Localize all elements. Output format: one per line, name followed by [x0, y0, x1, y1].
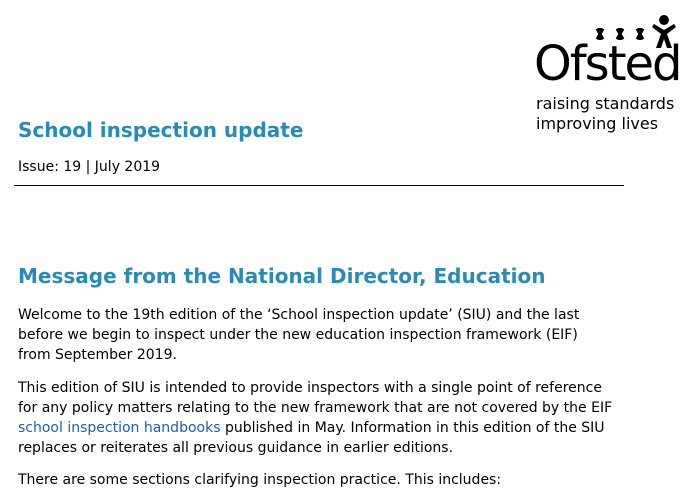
issue-info: Issue: 19 | July 2019 [18, 159, 161, 175]
paragraph-line: for any policy matters relating to the new framework that are not covered by the EIF [18, 400, 613, 416]
paragraph-line [18, 418, 612, 438]
paragraph-sections [18, 470, 501, 490]
paragraph-line: There are some sections clarifying inspection practice. This includes: [18, 472, 502, 488]
document-title: School inspection update [18, 118, 304, 142]
logo-tagline-2: improving lives [536, 114, 659, 133]
paragraph-line: replaces or reiterates all previous guidance in earlier editions. [18, 440, 454, 456]
paragraph-text: published in May. Information in this edition of the SIU [220, 420, 605, 436]
ofsted-logo [532, 14, 682, 138]
paragraph-welcome [18, 305, 579, 365]
logo-tagline-1: raising standards [536, 94, 675, 113]
header-divider [14, 185, 624, 186]
paragraph-line: from September 2019. [18, 347, 177, 363]
ofsted-wordmark: Ofsted [534, 36, 681, 92]
paragraph-edition [18, 378, 612, 458]
paragraph-line: Welcome to the 19th edition of the ‘School inspection update’ (SIU) and the last [18, 307, 580, 323]
paragraph-line: before we begin to inspect under the new education inspection framework (EIF) [18, 327, 578, 343]
handbooks-link[interactable]: school inspection handbooks [18, 420, 221, 436]
paragraph-line: This edition of SIU is intended to provide inspectors with a single point of reference [18, 380, 602, 396]
section-heading: Message from the National Director, Education [18, 264, 546, 288]
